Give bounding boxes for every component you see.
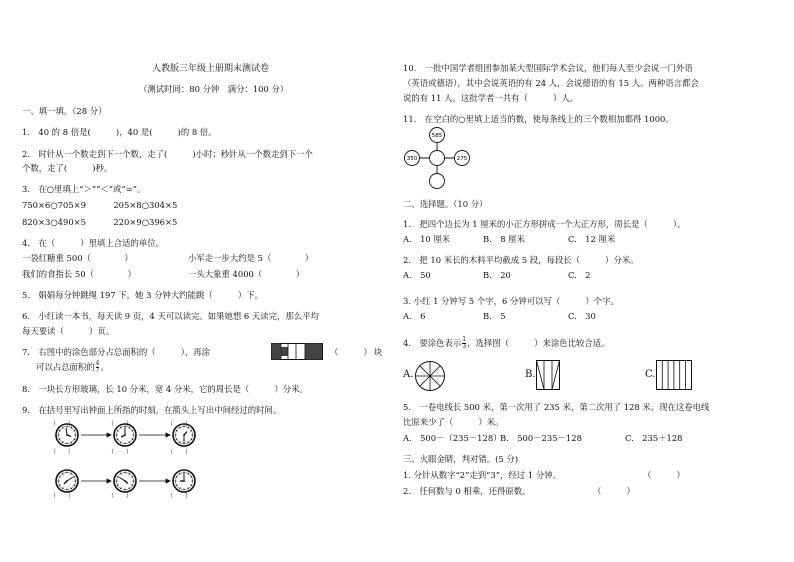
fraction bbox=[96, 361, 100, 374]
fraction-denominator: 7 bbox=[95, 367, 100, 374]
question-2-5-cont: 比原来少了（ ）米。 bbox=[403, 417, 504, 427]
q4-post: ，选择图（ ）来涂色比较合适。 bbox=[467, 338, 610, 348]
blank-circle[interactable] bbox=[430, 174, 445, 189]
number-cross-figure bbox=[400, 126, 478, 190]
compare-expr: 396×5 bbox=[149, 217, 178, 227]
statement-1: 1. 分针从数字“2”走到“3”，经过 1 分钟。 bbox=[403, 470, 561, 480]
clock-icon bbox=[56, 470, 78, 492]
circle-number: 275 bbox=[456, 156, 468, 162]
option-a[interactable]: A. 50 bbox=[403, 270, 431, 280]
compare-expr: 220×9 bbox=[113, 217, 142, 227]
clock-blank[interactable]: （ ） bbox=[50, 421, 75, 428]
fraction-numerator: 4 bbox=[95, 360, 100, 367]
striped-rectangle-figure[interactable] bbox=[656, 360, 692, 390]
page-title: 人教版三年级上册期末测试卷 bbox=[152, 64, 270, 74]
question-1-10-cont2: 说的有 11 人。这批学者一共有（ ）人。 bbox=[403, 93, 579, 103]
compare-expr: 820×3 bbox=[22, 217, 51, 227]
clock-blank[interactable]: （ ） bbox=[108, 421, 133, 428]
question-2-5: 5. 一卷电线长 500 米，第一次用了 235 米，第二次用了 128 米。现在这卷电线 bbox=[403, 402, 710, 412]
figure-label-a[interactable]: A. bbox=[403, 369, 414, 380]
option-c[interactable]: C. 30 bbox=[568, 311, 596, 321]
clock-blank[interactable]: （ ） bbox=[108, 493, 133, 500]
true-false-blank[interactable]: （ ） bbox=[643, 470, 685, 480]
option-b[interactable]: B. 500－235－128 bbox=[500, 433, 582, 443]
question-2-2: 2. 把 10 米长的木料平均截成 5 段，每段长（ ）分米。 bbox=[403, 255, 639, 265]
question-1-7-tail: 块 bbox=[374, 347, 383, 357]
question-1-4: 4. 在（ ）里填上合适的单位。 bbox=[22, 238, 164, 248]
clock-icon bbox=[173, 470, 195, 492]
option-c[interactable]: C. 12 厘米 bbox=[568, 234, 616, 244]
q7-cont-text: 可以占总面积的 bbox=[36, 362, 95, 372]
fraction-denominator: 3 bbox=[462, 343, 467, 350]
figure-label-b[interactable]: B. bbox=[525, 369, 536, 380]
question-1-9: 9. 在括号里写出钟面上所指的时刻，在箭头上写出中间经过的时间。 bbox=[22, 405, 282, 415]
option-a[interactable]: A. 6 bbox=[403, 311, 426, 321]
fraction bbox=[462, 337, 466, 350]
question-1-6-cont: 每天要读（ ）页。 bbox=[22, 326, 115, 336]
question-1-7-cont: 可以占总面积的 $\frac{4}{7}$ 。 bbox=[36, 360, 109, 374]
shaded-rectangle-figure bbox=[271, 343, 323, 360]
option-c[interactable]: C. 2 bbox=[568, 270, 591, 280]
q4-pre: 4. 要涂色表示 bbox=[403, 338, 462, 348]
fraction-numerator: 1 bbox=[462, 336, 467, 343]
figure-label-c[interactable]: C. bbox=[645, 369, 656, 380]
question-1-2-cont: 个数，走了( )秒。 bbox=[22, 163, 113, 173]
compare-row-2 bbox=[22, 217, 177, 228]
question-1-7-blank: （ ） bbox=[330, 347, 372, 357]
section3-heading: 三、火眼金睛，判对错。(5 分) bbox=[403, 454, 519, 464]
divided-rectangle-figure[interactable] bbox=[536, 360, 560, 390]
circle-number: 350 bbox=[406, 156, 418, 162]
question-2-1: 1. 把四个边长为 1 厘米的小正方形拼成一个大正方形，周长是（ ）。 bbox=[403, 219, 686, 229]
section1-heading: 一、填一填。（28 分） bbox=[22, 106, 107, 116]
clock-blank[interactable]: （ ） bbox=[167, 493, 192, 500]
clock-blank[interactable]: （ ） bbox=[167, 449, 192, 456]
circle-number: 585 bbox=[431, 133, 443, 139]
question-2-3: 3. 小红 1 分钟写 5 个字，6 分钟可以写（ ）个字。 bbox=[403, 296, 619, 306]
true-false-blank[interactable]: （ ） bbox=[593, 486, 635, 496]
question-1-6: 6. 小红读一本书，每天读 9 页，4 天可以读完。如果她想 6 天读完，那么平均 bbox=[22, 311, 319, 321]
clock-blank[interactable]: （ ） bbox=[50, 493, 75, 500]
compare-expr: 205×8 bbox=[113, 200, 142, 210]
question-1-3: 3. 在○里填上“＞”“＜”或“=”。 bbox=[22, 184, 146, 194]
clock-blank[interactable]: （ ） bbox=[167, 421, 192, 428]
clock-blank[interactable]: （ ） bbox=[50, 449, 75, 456]
unit-blank-4: 一头大象重 4000（ ） bbox=[188, 269, 305, 279]
unit-blank-2: 小军走一步大约是 5（ ） bbox=[188, 253, 314, 263]
compare-expr: 750×6 bbox=[22, 200, 51, 210]
question-1-7: 7. 右图中的涂色部分占总面积的（ ），再涂 bbox=[22, 347, 211, 357]
option-b[interactable]: B. 5 bbox=[483, 311, 506, 321]
question-2-4 bbox=[403, 337, 609, 350]
question-1-5: 5. 娟娟每分钟跳绳 197 下，她 3 分钟大约能跳（ ）下。 bbox=[22, 290, 263, 300]
compare-expr: 490×5 bbox=[57, 217, 86, 227]
compare-expr: 304×5 bbox=[149, 200, 178, 210]
unit-blank-1: 一袋红糖重 500（ ） bbox=[22, 253, 133, 263]
clocks-figure bbox=[45, 418, 205, 500]
clock-icon bbox=[114, 470, 136, 492]
blank-circle[interactable] bbox=[430, 151, 445, 166]
compare-circle[interactable]: ○ bbox=[50, 200, 58, 210]
compare-circle[interactable]: ○ bbox=[141, 200, 149, 210]
question-1-2: 2. 时针从一个数走到下一个数，走了( )小时；秒针从一个数走到下一个 bbox=[22, 149, 313, 159]
statement-2: 2. 任何数与 0 相乘，还得原数。 bbox=[403, 486, 531, 496]
question-1-1: 1. 40 的 8 倍是( )，40 是( )的 8 倍。 bbox=[22, 127, 217, 137]
compare-row-1 bbox=[22, 200, 177, 211]
question-1-8: 8. 一块长方形玻璃，长 10 分米，宽 4 分米，它的周长是（ ）分米。 bbox=[22, 384, 308, 394]
page-subtitle: （测试时间：80 分钟 满分：100 分） bbox=[139, 84, 289, 94]
option-b[interactable]: B. 8 厘米 bbox=[483, 234, 525, 244]
section2-heading: 二、选择题。（10 分） bbox=[403, 199, 488, 209]
compare-circle[interactable]: ○ bbox=[141, 217, 149, 227]
compare-circle[interactable]: ○ bbox=[50, 217, 58, 227]
option-a[interactable]: A. 10 厘米 bbox=[403, 234, 451, 244]
option-a[interactable]: A. 500－（235－128） bbox=[403, 433, 502, 443]
compare-expr: 705×9 bbox=[57, 200, 86, 210]
question-1-10: 10. 一批中国学者组团参加某大型国际学术会议，他们每人至少会说一门外语 bbox=[403, 63, 693, 73]
question-1-10-cont: （英语或德语），其中会说英语的有 24 人，会说德语的有 15 人。两种语言都会 bbox=[403, 78, 699, 88]
divided-circle-figure[interactable] bbox=[414, 360, 446, 392]
option-c[interactable]: C. 235＋128 bbox=[625, 433, 683, 443]
option-b[interactable]: B. 20 bbox=[483, 270, 511, 280]
clock-blank[interactable]: （ ） bbox=[108, 449, 133, 456]
unit-blank-3: 我们的食指长 50（ ） bbox=[22, 269, 136, 279]
question-1-11: 11. 在空白的○里填上适当的数，使每条线上的三个数相加都得 1000。 bbox=[403, 114, 674, 124]
